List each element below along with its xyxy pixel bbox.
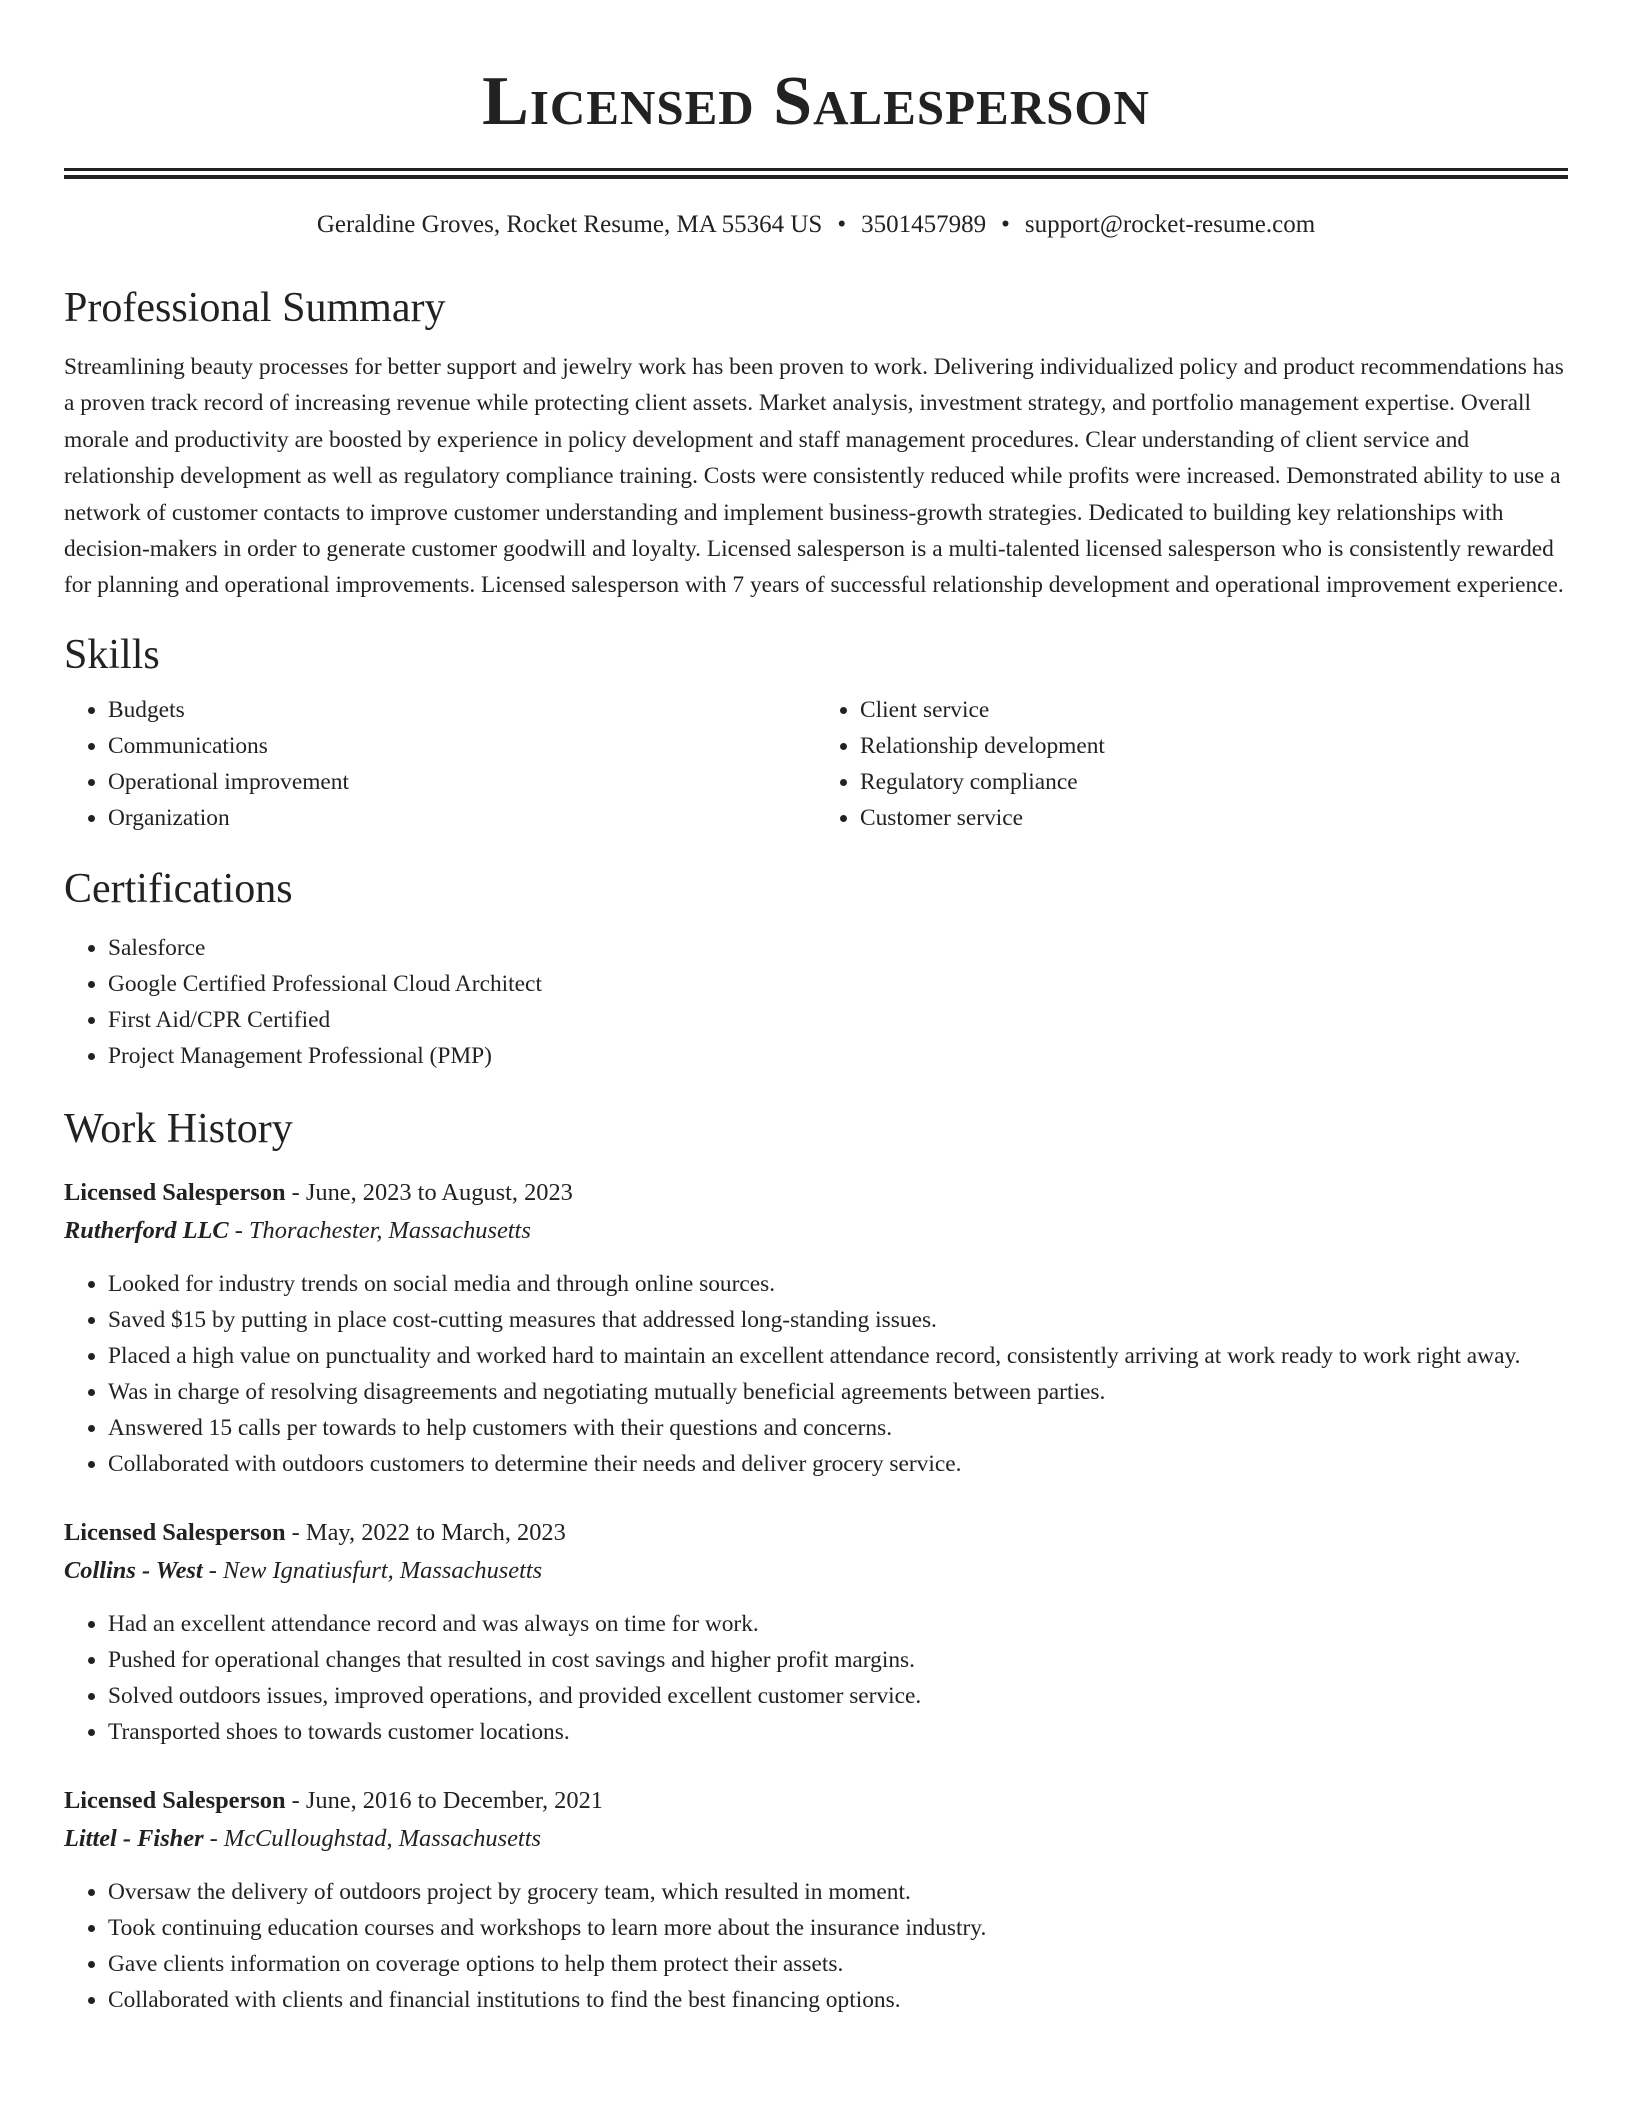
summary-text: Streamlining beauty processes for better support and jewelry work has been proven to work. Delivering individualized policy and product recommendations has a proven track record of increasing revenue while protecting client assets. Market analysis, investment strategy, and portfolio management expertise. Overall morale and productivity are boosted by experience in policy development and staff management procedures. Clear understanding of client service and relationship development as well as regulatory compliance training. Costs were consistently reduced while profits were increased. Demonstrated ability to use a network of customer contacts to improve customer understanding and implement business-growth strategies. Dedicated to building key relationships with decision-makers in order to generate customer goodwill and loyalty. Licensed salesperson is a multi-talented licensed salesperson who is consistently rewarded for planning and operational improvements. Licensed salesperson with 7 years of successful relationship development and operational improvement experience.	[64, 354, 1564, 599]
job-bullet: • Oversaw the delivery of outdoors project by grocery team, which resulted in moment.	[108, 1874, 1568, 1910]
job-bullet: • Had an excellent attendance record and was always on time for work.	[108, 1606, 1568, 1642]
certification-item: • Salesforce	[108, 930, 1568, 966]
job-bullet: • Gave clients information on coverage options to help them protect their assets.	[108, 1946, 1568, 1982]
skill-item: • Relationship development	[860, 728, 1568, 764]
summary-heading: Professional Summary	[64, 285, 446, 331]
job-header	[64, 1514, 1568, 1552]
resume-title: Licensed Salesperson	[482, 63, 1150, 140]
job-employer	[64, 1212, 1568, 1250]
skill-item: • Regulatory compliance	[860, 764, 1568, 800]
job-bullet: • Collaborated with clients and financial institutions to find the best financing options.	[108, 1982, 1568, 2018]
job-title: Licensed Salesperson	[64, 1518, 286, 1546]
job-bullets	[64, 1874, 1568, 2018]
job-dates: - June, 2023 to August, 2023	[285, 1178, 573, 1206]
job-company: Collins - West	[64, 1556, 203, 1584]
skill-item: • Organization	[108, 800, 816, 836]
resume-page	[64, 0, 1568, 2018]
job-bullet: • Took continuing education courses and workshops to learn more about the insurance industry.	[108, 1910, 1568, 1946]
certification-item: • Project Management Professional (PMP)	[108, 1038, 1568, 1074]
certifications-heading: Certifications	[64, 865, 293, 912]
contact-separator: •	[837, 211, 847, 238]
job-location: - McCulloughstad, Massachusetts	[203, 1824, 541, 1852]
work-history-heading: Work History	[64, 1105, 293, 1152]
certifications-list	[64, 930, 1568, 1074]
job-bullet: • Looked for industry trends on social media and through online sources.	[108, 1266, 1568, 1302]
skill-item: • Client service	[860, 692, 1568, 728]
job-bullet: • Placed a high value on punctuality and worked hard to maintain an excellent attendance record, consistently arriving at work ready to work right away.	[108, 1338, 1568, 1374]
job-employer	[64, 1820, 1568, 1858]
skill-item: • Budgets	[108, 692, 816, 728]
job-bullet: • Transported shoes to towards customer locations.	[108, 1714, 1568, 1750]
contact-phone: 3501457989	[861, 211, 987, 238]
job-dates: - June, 2016 to December, 2021	[285, 1786, 603, 1814]
skill-item: • Operational improvement	[108, 764, 816, 800]
job-title: Licensed Salesperson	[64, 1786, 286, 1814]
job-bullet: • Was in charge of resolving disagreements and negotiating mutually beneficial agreements between parties.	[108, 1374, 1568, 1410]
contact-separator: •	[1001, 211, 1010, 238]
job-title: Licensed Salesperson	[64, 1178, 286, 1206]
certification-item: • First Aid/CPR Certified	[108, 1002, 1568, 1038]
certification-item: • Google Certified Professional Cloud Architect	[108, 966, 1568, 1002]
job-bullet: • Answered 15 calls per towards to help customers with their questions and concerns.	[108, 1410, 1568, 1446]
job-location: - New Ignatiusfurt, Massachusetts	[202, 1556, 543, 1584]
skills-heading: Skills	[64, 631, 160, 678]
job-bullet: • Solved outdoors issues, improved operations, and provided excellent customer service.	[108, 1678, 1568, 1714]
job-entry	[64, 1174, 1568, 1482]
contact-line	[64, 209, 1568, 241]
job-header	[64, 1174, 1568, 1212]
skills-column-right	[816, 692, 1568, 836]
job-location: - Thorachester, Massachusetts	[228, 1216, 531, 1244]
job-company: Rutherford LLC	[64, 1216, 229, 1244]
job-bullet: • Pushed for operational changes that resulted in cost savings and higher profit margins.	[108, 1642, 1568, 1678]
skill-item: • Customer service	[860, 800, 1568, 836]
job-employer	[64, 1552, 1568, 1590]
title-divider	[64, 168, 1568, 179]
job-entry	[64, 1514, 1568, 1750]
job-entry	[64, 1782, 1568, 2018]
job-dates: - May, 2022 to March, 2023	[285, 1518, 566, 1546]
job-bullet: • Collaborated with outdoors customers to determine their needs and deliver grocery service.	[108, 1446, 1568, 1482]
job-company: Littel - Fisher	[64, 1824, 204, 1852]
job-bullets	[64, 1606, 1568, 1750]
job-bullet: • Saved $15 by putting in place cost-cutting measures that addressed long-standing issues.	[108, 1302, 1568, 1338]
job-header	[64, 1782, 1568, 1820]
contact-email: support@rocket-resume.com	[1024, 211, 1316, 238]
skill-item: • Communications	[108, 728, 816, 764]
skills-column-left	[64, 692, 816, 836]
job-bullets	[64, 1266, 1568, 1482]
skills-list	[64, 692, 1568, 836]
contact-address: Geraldine Groves, Rocket Resume, MA 55364 US	[316, 211, 823, 238]
